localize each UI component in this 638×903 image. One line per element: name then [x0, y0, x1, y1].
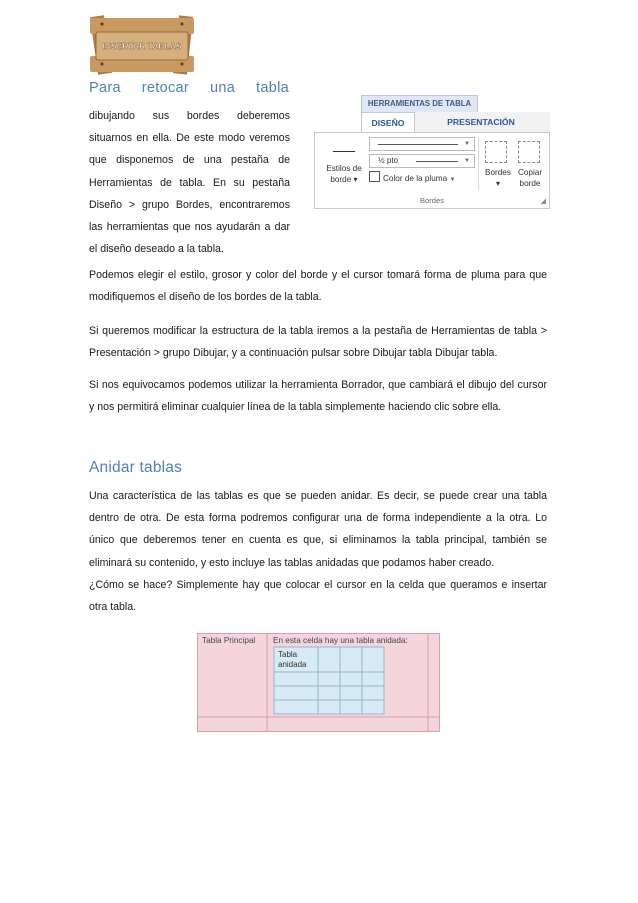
heading-word: Para [89, 80, 121, 96]
ribbon-body [314, 132, 550, 209]
pen-color-button [369, 171, 455, 183]
tab-diseno: DISEÑO [361, 112, 415, 133]
outer-cell-label: En esta celda hay una tabla anidada: [273, 636, 408, 645]
paragraph: Una característica de las tablas es que se pueden anidar. Es decir, se puede crear una tabla dentro de otra. De esta forma podremos configurar una de forma independiente a la otra. Lo único que deberemos tener en cuenta es que, si eliminamos la tabla principal, también se eliminará su contenido, y esto incluye las tablas anidadas que podamos haber creado. [89, 490, 547, 569]
inner-label-line: anidada [278, 660, 307, 669]
line-sample [378, 144, 458, 145]
line-style-dropdown [369, 137, 475, 151]
ribbon-image [314, 91, 550, 209]
paragraph: Podemos elegir el estilo, grosor y color del borde y el cursor tomará forma de pluma para que modifiquemos el diseño de los bordes de la tabla. [89, 269, 547, 304]
outer-cell-label: Tabla Principal [202, 636, 256, 645]
nested-table-image [197, 633, 440, 732]
logo-text: INSERTAR TABLAS [102, 41, 182, 51]
border-styles-label: borde ▾ [330, 175, 358, 184]
copy-border-button [513, 167, 547, 189]
intro-paragraph: dibujando sus bordes deberemos situarnos en ella. De este modo veremos que disponemos de una pestaña de Herramientas de tabla. En su pestaña Diseño > grupo Bordes, encontraremos las herramientas que nos ayudarán a dar el diseño deseado a la tabla. [89, 110, 290, 256]
heading-word: una [209, 80, 236, 96]
borders-icon [485, 141, 507, 163]
insertar-tablas-logo [88, 14, 196, 76]
borders-button [478, 167, 518, 189]
chevron-down-icon: ▼ [464, 158, 470, 164]
chevron-down-icon: ▼ [449, 177, 456, 183]
border-painter-icon [518, 141, 540, 163]
ribbon-group-label: Bordes [419, 196, 445, 205]
pen-icon [369, 171, 380, 182]
inner-label-line: Tabla [278, 650, 298, 659]
chevron-down-icon: ▼ [464, 141, 470, 147]
ribbon-tabs [361, 112, 550, 132]
outer-table [197, 633, 440, 732]
dialog-launcher-icon: ◢ [540, 198, 546, 205]
paragraph: ¿Cómo se hace? Simplemente hay que colocar el cursor en la celda que queramos e insertar otra tabla. [89, 579, 547, 614]
heading-word: retocar [141, 80, 190, 96]
heading-word: tabla [256, 80, 289, 96]
line-weight-value: ½ pto [378, 156, 399, 165]
borders-label: Bordes [485, 168, 511, 177]
copy-border-label: borde [519, 179, 541, 188]
borders-label: ▾ [495, 179, 501, 188]
section-heading-anidar: Anidar tablas [89, 459, 183, 476]
section-heading-retocar [89, 80, 289, 96]
border-style-icon [333, 151, 355, 152]
line-sample [416, 161, 458, 162]
tab-presentacion: PRESENTACIÓN [447, 117, 515, 127]
border-styles-button [321, 163, 367, 185]
paragraph: Si queremos modificar la estructura de la tabla iremos a la pestaña de Herramientas de tabla > Presentación > grupo Dibujar, y a continuación pulsar sobre Dibujar tabla Dibujar tabla. [89, 325, 547, 360]
border-styles-label: Estilos de [326, 164, 362, 173]
inner-cell-label [278, 650, 306, 670]
copy-border-label: Copiar [517, 168, 543, 177]
paragraph: Si nos equivocamos podemos utilizar la herramienta Borrador, que cambiará el dibujo del cursor y nos permitirá eliminar cualquier línea de la tabla simplemente haciendo clic sobre ella. [89, 379, 547, 414]
pen-color-label: Color de la pluma [383, 174, 448, 183]
line-weight-dropdown [369, 154, 475, 168]
table-tools-tab: HERRAMIENTAS DE TABLA [361, 95, 478, 112]
